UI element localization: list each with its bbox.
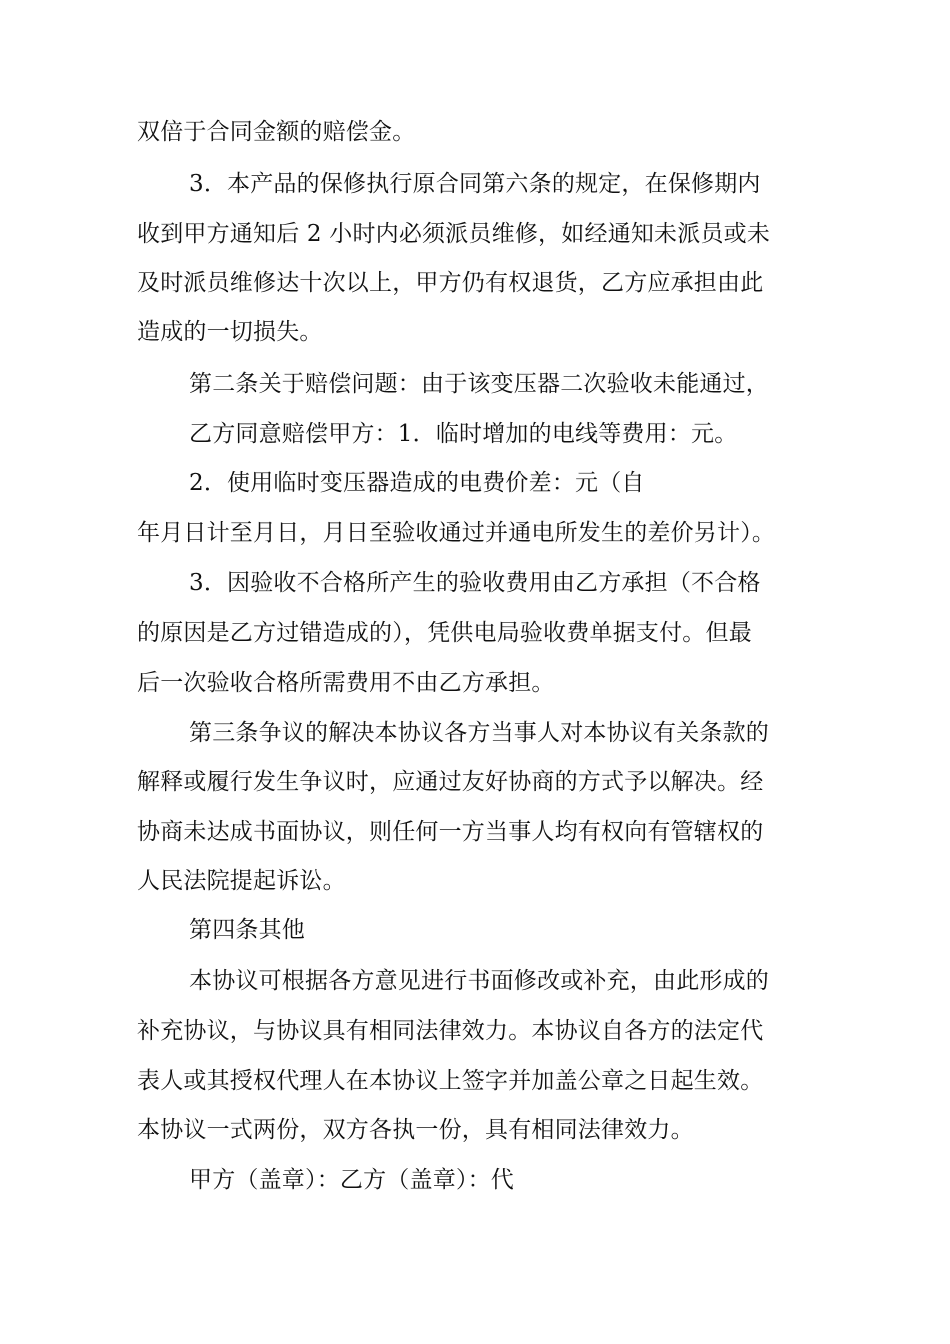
- text-line: 双倍于合同金额的赔偿金。: [137, 119, 416, 145]
- text-line: 第二条关于赔偿问题：由于该变压器二次验收未能通过，: [189, 371, 769, 397]
- text-line: 解释或履行发生争议时，应通过友好协商的方式予以解决。经: [137, 769, 764, 795]
- text-line: 造成的一切损失。: [137, 319, 323, 345]
- text-line: 收到甲方通知后 2 小时内必须派员维修，如经通知未派员或未: [137, 221, 771, 247]
- text-line: 协商未达成书面协议，则任何一方当事人均有权向有管辖权的: [137, 819, 764, 845]
- text-line: 2．使用临时变压器造成的电费价差：元（自: [189, 470, 645, 496]
- text-line: 年月日计至月日，月日至验收通过并通电所发生的差价另计）。: [137, 520, 776, 546]
- text-line: 第三条争议的解决本协议各方当事人对本协议有关条款的: [189, 720, 769, 746]
- text-line: 本协议一式两份，双方各执一份，具有相同法律效力。: [137, 1117, 694, 1143]
- text-line: 的原因是乙方过错造成的），凭供电局验收费单据支付。但最: [137, 620, 752, 646]
- text-line: 表人或其授权代理人在本协议上签字并加盖公章之日起生效。: [137, 1068, 764, 1094]
- text-line: 本协议可根据各方意见进行书面修改或补充，由此形成的: [189, 968, 769, 994]
- text-line: 及时派员维修达十次以上，甲方仍有权退货，乙方应承担由此: [137, 270, 764, 296]
- text-line: 3．因验收不合格所产生的验收费用由乙方承担（不合格: [189, 570, 761, 596]
- text-line: 3．本产品的保修执行原合同第六条的规定，在保修期内: [189, 171, 761, 197]
- text-line: 乙方同意赔偿甲方：1．临时增加的电线等费用：元。: [189, 421, 738, 447]
- text-line: 人民法院提起诉讼。: [137, 868, 346, 894]
- text-line: 后一次验收合格所需费用不由乙方承担。: [137, 670, 555, 696]
- signature-line: 甲方（盖章）：乙方（盖章）：代: [189, 1167, 514, 1193]
- section-heading: 第四条其他: [189, 917, 305, 943]
- text-line: 补充协议，与协议具有相同法律效力。本协议自各方的法定代: [137, 1018, 764, 1044]
